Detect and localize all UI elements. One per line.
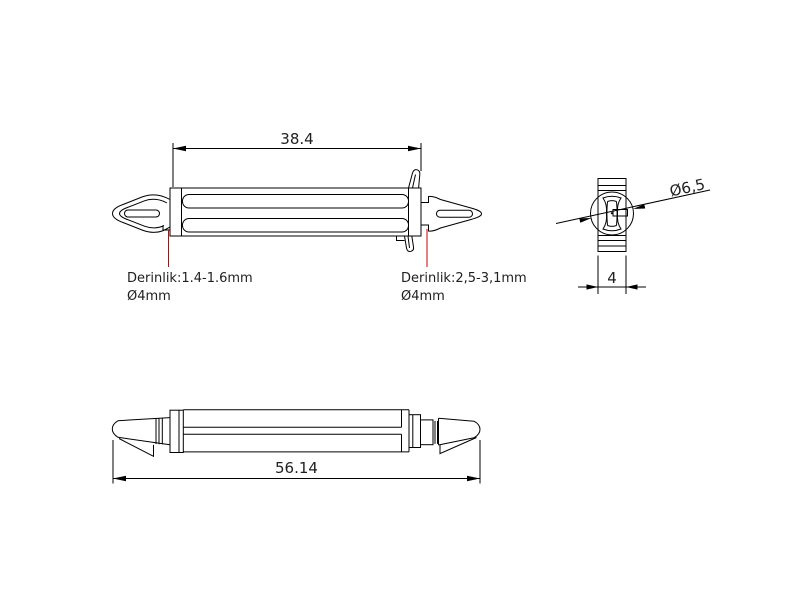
- front-body-outline: [170, 188, 421, 236]
- bottom-left-cap: [170, 410, 183, 452]
- arrowhead-left: [113, 476, 126, 481]
- dimension-4-label: 4: [607, 269, 617, 287]
- right-tip-top-edge: [439, 418, 475, 421]
- front-body-upper-groove: [183, 195, 409, 209]
- dimension-56-14-label: 56.14: [275, 459, 318, 477]
- arrowhead-left: [587, 284, 599, 289]
- annotation-left: [127, 271, 253, 304]
- dimension-38-4-label: 38.4: [280, 130, 314, 148]
- annotation-right-line2: Ø4mm: [401, 289, 445, 304]
- arrowhead-left: [579, 218, 591, 223]
- right-body-step: [397, 236, 405, 241]
- side-end-view: [556, 175, 710, 294]
- dimension-diameter-label: Ø6,5: [667, 175, 707, 201]
- dimension-4: [578, 256, 646, 295]
- left-snap-clip-slot: [125, 210, 160, 217]
- right-tip-barb: [440, 438, 477, 454]
- arrowhead-left: [173, 146, 186, 151]
- right-top-latch-inner-line: [413, 175, 416, 189]
- bottom-right-cap: [409, 415, 421, 448]
- right-bottom-latch-inner-line: [408, 236, 410, 248]
- bottom-view: [112, 410, 480, 484]
- annotation-right: [401, 271, 527, 304]
- dimension-38-4: [173, 130, 421, 187]
- dimension-56-14: [113, 440, 480, 484]
- annotation-left-line2: Ø4mm: [127, 289, 171, 304]
- arrowhead-right: [467, 476, 480, 481]
- right-snap-clip-slot: [437, 210, 473, 217]
- front-body-lower-groove: [183, 219, 409, 233]
- arrowhead-right: [626, 284, 638, 289]
- right-tip-nose: [474, 421, 480, 438]
- annotation-left-line1: Derinlik:1.4-1.6mm: [127, 271, 253, 286]
- bottom-right-neck: [421, 420, 434, 445]
- front-view: [113, 130, 527, 304]
- arrowhead-right: [408, 146, 421, 151]
- end-view-center-mark: [611, 212, 613, 214]
- left-tip-nose: [112, 421, 118, 438]
- annotation-right-line1: Derinlik:2,5-3,1mm: [401, 271, 527, 286]
